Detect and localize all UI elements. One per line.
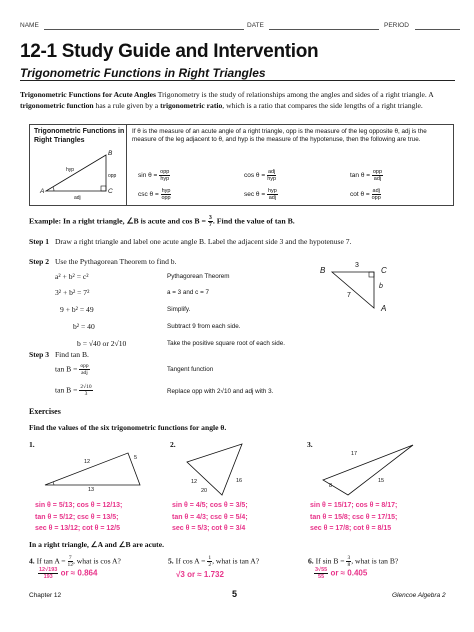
intro-text2: has a rule given by a	[95, 100, 159, 110]
tri-label-A: A	[40, 188, 45, 195]
problem-1-side-c: 13	[88, 487, 95, 493]
step-tri-7: 7	[347, 292, 351, 299]
period-label: PERIOD	[384, 22, 409, 29]
step2: Step 2 Use the Pythagorean Theorem to find b.	[29, 257, 177, 266]
step3-note-2: Replace opp with 2√10 and adj with 3.	[167, 388, 274, 395]
answer-5: √3 or ≈ 1.732	[176, 570, 224, 579]
problem-2-side-b: 12	[191, 479, 198, 485]
example-statement: Example: In a right triangle, ∠B is acute and cos B = $\frac{3}{7}$ . Find the value of tan B.	[29, 215, 295, 228]
intro-heading: Trigonometric Functions for Acute Angles	[20, 90, 156, 99]
ratio-cot: cot θ = $\frac{\text{adj}}{\text{opp}}$	[350, 188, 381, 201]
exercises-instruction: Find the values of the six trigonometric functions for angle θ.	[29, 423, 227, 432]
step3: Step 3 Find tan B.	[29, 350, 89, 359]
ratio-tan: tan θ = $\frac{\text{opp}}{\text{adj}}$	[350, 169, 383, 182]
step-tri-A: A	[381, 304, 387, 313]
eq-row-1: a² + b² = c²	[55, 272, 89, 281]
eq-note-3: Simplify.	[167, 306, 191, 313]
tri-label-B: B	[108, 150, 113, 157]
intro-term2: trigonometric ratio	[160, 100, 223, 110]
problem-3-side-a: 17	[351, 451, 358, 457]
header	[20, 22, 460, 34]
footer-chapter: Chapter 12	[29, 592, 62, 599]
definition-box	[29, 124, 454, 206]
problem-1-triangle	[40, 445, 150, 490]
ratio-sec: sec θ = $\frac{\text{hyp}}{\text{adj}}$	[244, 188, 277, 201]
answer-4: $\frac{12√193}{193}$ or ≈ 0.864	[39, 567, 98, 580]
problem-5: 5. If cos A = $\frac{1}{2}$ , what is tan A?	[168, 555, 260, 568]
eq-note-1: Pythagorean Theorem	[167, 273, 230, 280]
answer-2: sin θ = 4/5; cos θ = 3/5; tan θ = 4/3; csc θ = 5/4; sec θ = 5/3; cot θ = 3/4	[172, 502, 248, 532]
footer-page-number: 5	[232, 589, 238, 599]
problem-1-side-a: 5	[134, 455, 138, 461]
eq-row-3: 9 + b² = 49	[60, 305, 94, 314]
ratio-cos: cos θ = $\frac{\text{adj}}{\text{hyp}}$	[244, 169, 277, 182]
tri-label-C: C	[108, 188, 113, 195]
eq-row-5: b = √40 or 2√10	[77, 339, 127, 348]
problem-2-side-a: 16	[236, 478, 243, 484]
problem-3-triangle	[318, 440, 428, 500]
step1: Step 1 Draw a right triangle and label one acute angle B. Label the adjacent side 3 and the hypotenuse 7.	[29, 237, 352, 246]
intro-text3: , which is a ratio that compares the side lengths of a right triangle.	[222, 100, 423, 110]
box-description: If θ is the measure of an acute angle of a right triangle, opp is the measure of the leg opposite θ, adj is the measure of the leg adjacent to θ, and hyp is the measure of the hypotenuse, then the following are true.	[132, 128, 427, 143]
step-tri-B: B	[320, 266, 326, 275]
ratio-csc: csc θ = $\frac{\text{hyp}}{\text{opp}}$	[138, 188, 171, 201]
page-subtitle: Trigonometric Functions in Right Triangles	[20, 66, 266, 80]
tri-label-opp: opp	[108, 173, 117, 179]
eq-row-2: 3² + b² = 7²	[55, 288, 90, 297]
problem-1-side-b: 12	[84, 459, 91, 465]
step3-note-1: Tangent function	[167, 366, 214, 373]
problem-2-number: 2.	[170, 440, 176, 449]
problem-3-side-c: 8	[329, 483, 333, 489]
name-label: NAME	[20, 22, 39, 29]
tri-label-adj: adj	[74, 195, 81, 201]
problem-1-number: 1.	[29, 440, 35, 449]
date-label: DATE	[247, 22, 264, 29]
ratio-sin: sin θ = $\frac{\text{opp}}{\text{hyp}}$	[138, 169, 170, 182]
problem-3-number: 3.	[307, 440, 313, 449]
eq-note-5: Take the positive square root of each side.	[167, 340, 285, 347]
intro-term: trigonometric function	[20, 100, 94, 110]
box-title: Trigonometric Functions in Right Triangles	[34, 128, 125, 144]
step3-row-1: tan B = $\frac{\text{opp}}{\text{adj}}$	[55, 363, 89, 376]
problem-2-side-c: 20	[201, 488, 208, 494]
footer-book: Glencoe Algebra 2	[392, 592, 446, 599]
problem-4: 4. If tan A = $\frac{7}{12}$ , what is cos A?	[29, 555, 121, 568]
problem-3-side-b: 15	[378, 478, 385, 484]
problem-6: 6. If sin B = $\frac{3}{8}$ , what is tan B?	[308, 555, 399, 568]
step3-row-2: tan B = $\frac{2√10}{3}$	[55, 384, 92, 397]
intro-text1: Trigonometry is the study of relationships among the angles and sides of a right triangle. A	[157, 90, 434, 99]
eq-row-4: b² = 40	[73, 322, 95, 331]
exercises-heading: Exercises	[29, 407, 61, 416]
answer-3: sin θ = 15/17; cos θ = 8/17; tan θ = 15/8; csc θ = 17/15; sec θ = 17/8; cot θ = 8/15	[310, 502, 398, 532]
eq-note-4: Subtract 9 from each side.	[167, 323, 241, 330]
tri-label-hyp: hyp	[66, 167, 75, 173]
answer-6: $\frac{3√55}{55}$ or ≈ 0.405	[315, 567, 368, 580]
step-tri-C: C	[381, 266, 387, 275]
step-tri-3: 3	[355, 262, 359, 269]
intro-paragraph	[20, 90, 458, 111]
answer-1: sin θ = 5/13; cos θ = 12/13; tan θ = 5/12; csc θ = 13/5; sec θ = 13/12; cot θ = 12/5	[35, 502, 123, 532]
page-title: 12-1 Study Guide and Intervention	[20, 41, 319, 62]
step-tri-b: b	[379, 283, 383, 290]
eq-note-2: a = 3 and c = 7	[167, 289, 210, 296]
section-2-heading: In a right triangle, ∠A and ∠B are acute.	[29, 540, 164, 549]
problem-2-triangle	[182, 440, 272, 500]
